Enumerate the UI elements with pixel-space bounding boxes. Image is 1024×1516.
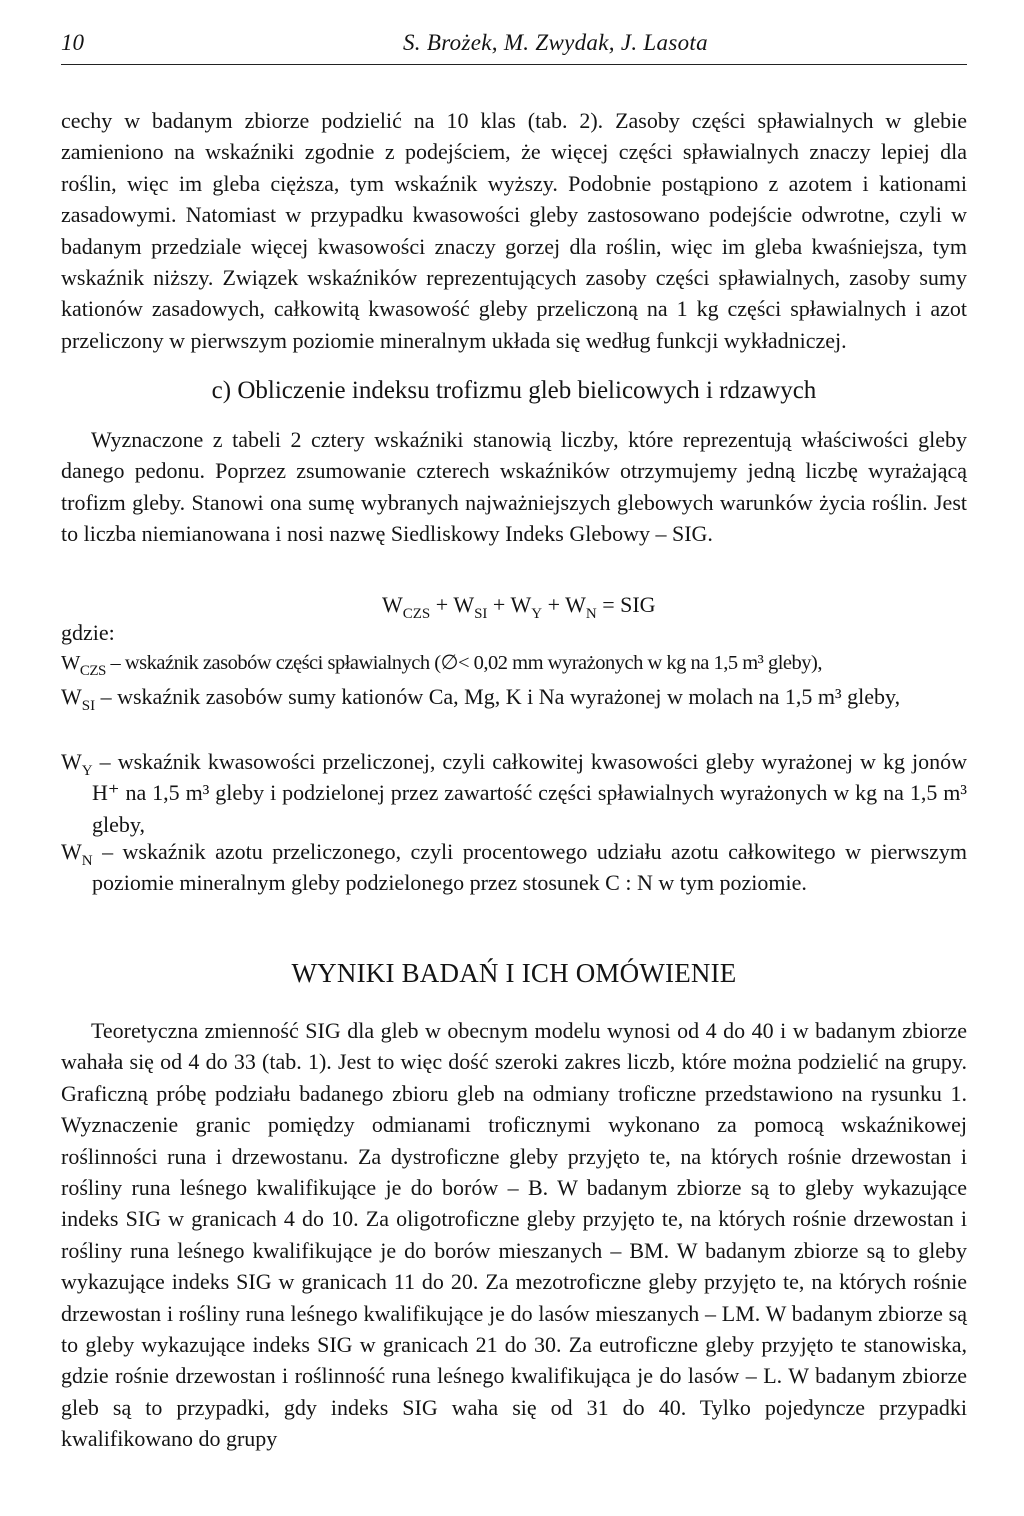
subsection-heading: c) Obliczenie indeksu trofizmu gleb bielicowych i rdzawych	[211, 377, 817, 404]
definition-text: – wskaźnik zasobów części spławialnych (∅< 0,02 mm wyrażonych w kg na 1,5 m³ gleby),	[110, 652, 822, 674]
running-header	[61, 30, 967, 65]
formula-plus: +	[435, 592, 449, 617]
paragraph-sig-definition: Wyznaczone z tabeli 2 cztery wskaźniki stanowią liczby, które reprezentują właściwości gleby danego pedonu. Poprzez zsumowanie czterech wskaźników otrzymujemy jedną liczbę wyrażającą trofizm gleby. Stanowi ona sumę wybranych najważniejszych glebowych warunków życia roślin. Jest to liczba niemianowana i nosi nazwę Siedliskowy Indeks Glebowy – SIG.	[61, 427, 967, 547]
formula-w: W	[510, 592, 532, 617]
formula-equals: =	[602, 592, 615, 617]
page-number: 10	[61, 30, 84, 55]
running-head-authors: S. Brożek, M. Zwydak, J. Lasota	[403, 30, 708, 55]
formula-w: W	[565, 592, 586, 617]
sig-formula	[382, 592, 656, 622]
formula-sub-y: Y	[531, 606, 543, 622]
formula-plus: +	[492, 592, 506, 617]
definition-symbol: $W_N$	[61, 839, 93, 869]
formula-result: SIG	[620, 592, 656, 617]
definition-symbol: $W_{SI}$	[61, 684, 96, 714]
definition-symbol: $W_Y$	[61, 749, 93, 779]
definition-text: – wskaźnik kwasowości przeliczonej, czyli całkowitej kwasowości gleby wyrażonej w kg jonów H⁺ na 1,5 m³ gleby i podzielonej przez zawartość części spławialnych wyrażonych w kg na 1,5 m³ gleby,	[92, 749, 967, 837]
formula-plus: +	[547, 592, 560, 617]
definition-text: – wskaźnik zasobów sumy kationów Ca, Mg, K i Na wyrażonej w molach na 1,5 m³ gleby,	[100, 684, 901, 709]
paragraph-results: Teoretyczna zmienność SIG dla gleb w obecnym modelu wynosi od 4 do 40 i w badanym zbiorze wahała się od 4 do 33 (tab. 1). Jest to więc dość szeroki zakres liczb, które można podzielić na grupy. Graficzną próbę podziału badanego zbioru gleb na odmiany troficzne przedstawiono na rysunku 1. Wyznaczenie granic pomiędzy odmianami troficznymi wykonano za pomocą wskaźnikowej roślinności runa i drzewostanu. Za dystroficzne gleby przyjęto te, na których rośnie drzewostan i rośliny runa leśnego kwalifikujące je do borów – B. W badanym zbiorze są to gleby wykazujące indeks SIG w granicach 4 do 10. Za oligotroficzne gleby przyjęto te, na których rośnie drzewostan i rośliny runa leśnego kwalifikujące je do borów mieszanych – BM. W badanym zbiorze są to gleby wykazujące indeks SIG w granicach 11 do 20. Za mezotroficzne gleby przyjęto te, na których rośnie drzewostan i rośliny runa leśnego kwalifikujące je do lasów mieszanych – LM. W badanym zbiorze są to gleby wykazujące indeks SIG w granicach 21 do 30. Za eutroficzne gleby przyjęto te stanowiska, gdzie rośnie drzewostan i roślinność runa leśnego kwalifikująca je do lasów – L. W badanym zbiorze gleb są to przypadki, gdy indeks SIG waha się od 31 do 40. Tylko pojedyncze przypadki kwalifikowano do grupy	[61, 1018, 967, 1452]
definition-wczs	[61, 648, 967, 679]
where-label: gdzie:	[61, 620, 115, 645]
definition-symbol: $W_{CZS}$	[61, 652, 106, 679]
formula-w: W	[382, 592, 403, 617]
definition-wn	[61, 836, 967, 899]
formula-w: W	[453, 592, 475, 617]
formula-sub-czs: CZS	[402, 606, 431, 622]
definition-text: – wskaźnik azotu przeliczonego, czyli procentowego udziału azotu całkowitego w pierwszym poziomie mineralnym gleby podzielonego przez stosunek C : N w tym poziomie.	[92, 839, 968, 896]
definition-wsi	[61, 681, 967, 712]
formula-sub-si: SI	[474, 606, 488, 622]
section-heading: WYNIKI BADAŃ I ICH OMÓWIENIE	[291, 958, 737, 988]
definition-wy	[61, 746, 967, 840]
formula-sub-n: N	[585, 606, 597, 622]
paragraph-intro: cechy w badanym zbiorze podzielić na 10 klas (tab. 2). Zasoby części spławialnych w glebie zamieniono na wskaźniki zgodnie z podejściem, że więcej części spławialnych znaczy lepiej dla roślin, więc im gleba cięższa, tym wskaźnik wyższy. Podobnie postąpiono z azotem i kationami zasadowymi. Natomiast w przypadku kwasowości gleby zastosowano podejście odwrotne, czyli w badanym przedziale więcej kwasowości znaczy gorzej dla roślin, więc im gleba kwaśniejsza, tym wskaźnik niższy. Związek wskaźników reprezentujących zasoby części spławialnych, zasoby sumy kationów zasadowych, całkowitą kwasowość gleby przeliczoną na 1 kg części spławialnych i azot przeliczony w pierwszym poziomie mineralnym układa się według funkcji wykładniczej.	[61, 108, 967, 353]
